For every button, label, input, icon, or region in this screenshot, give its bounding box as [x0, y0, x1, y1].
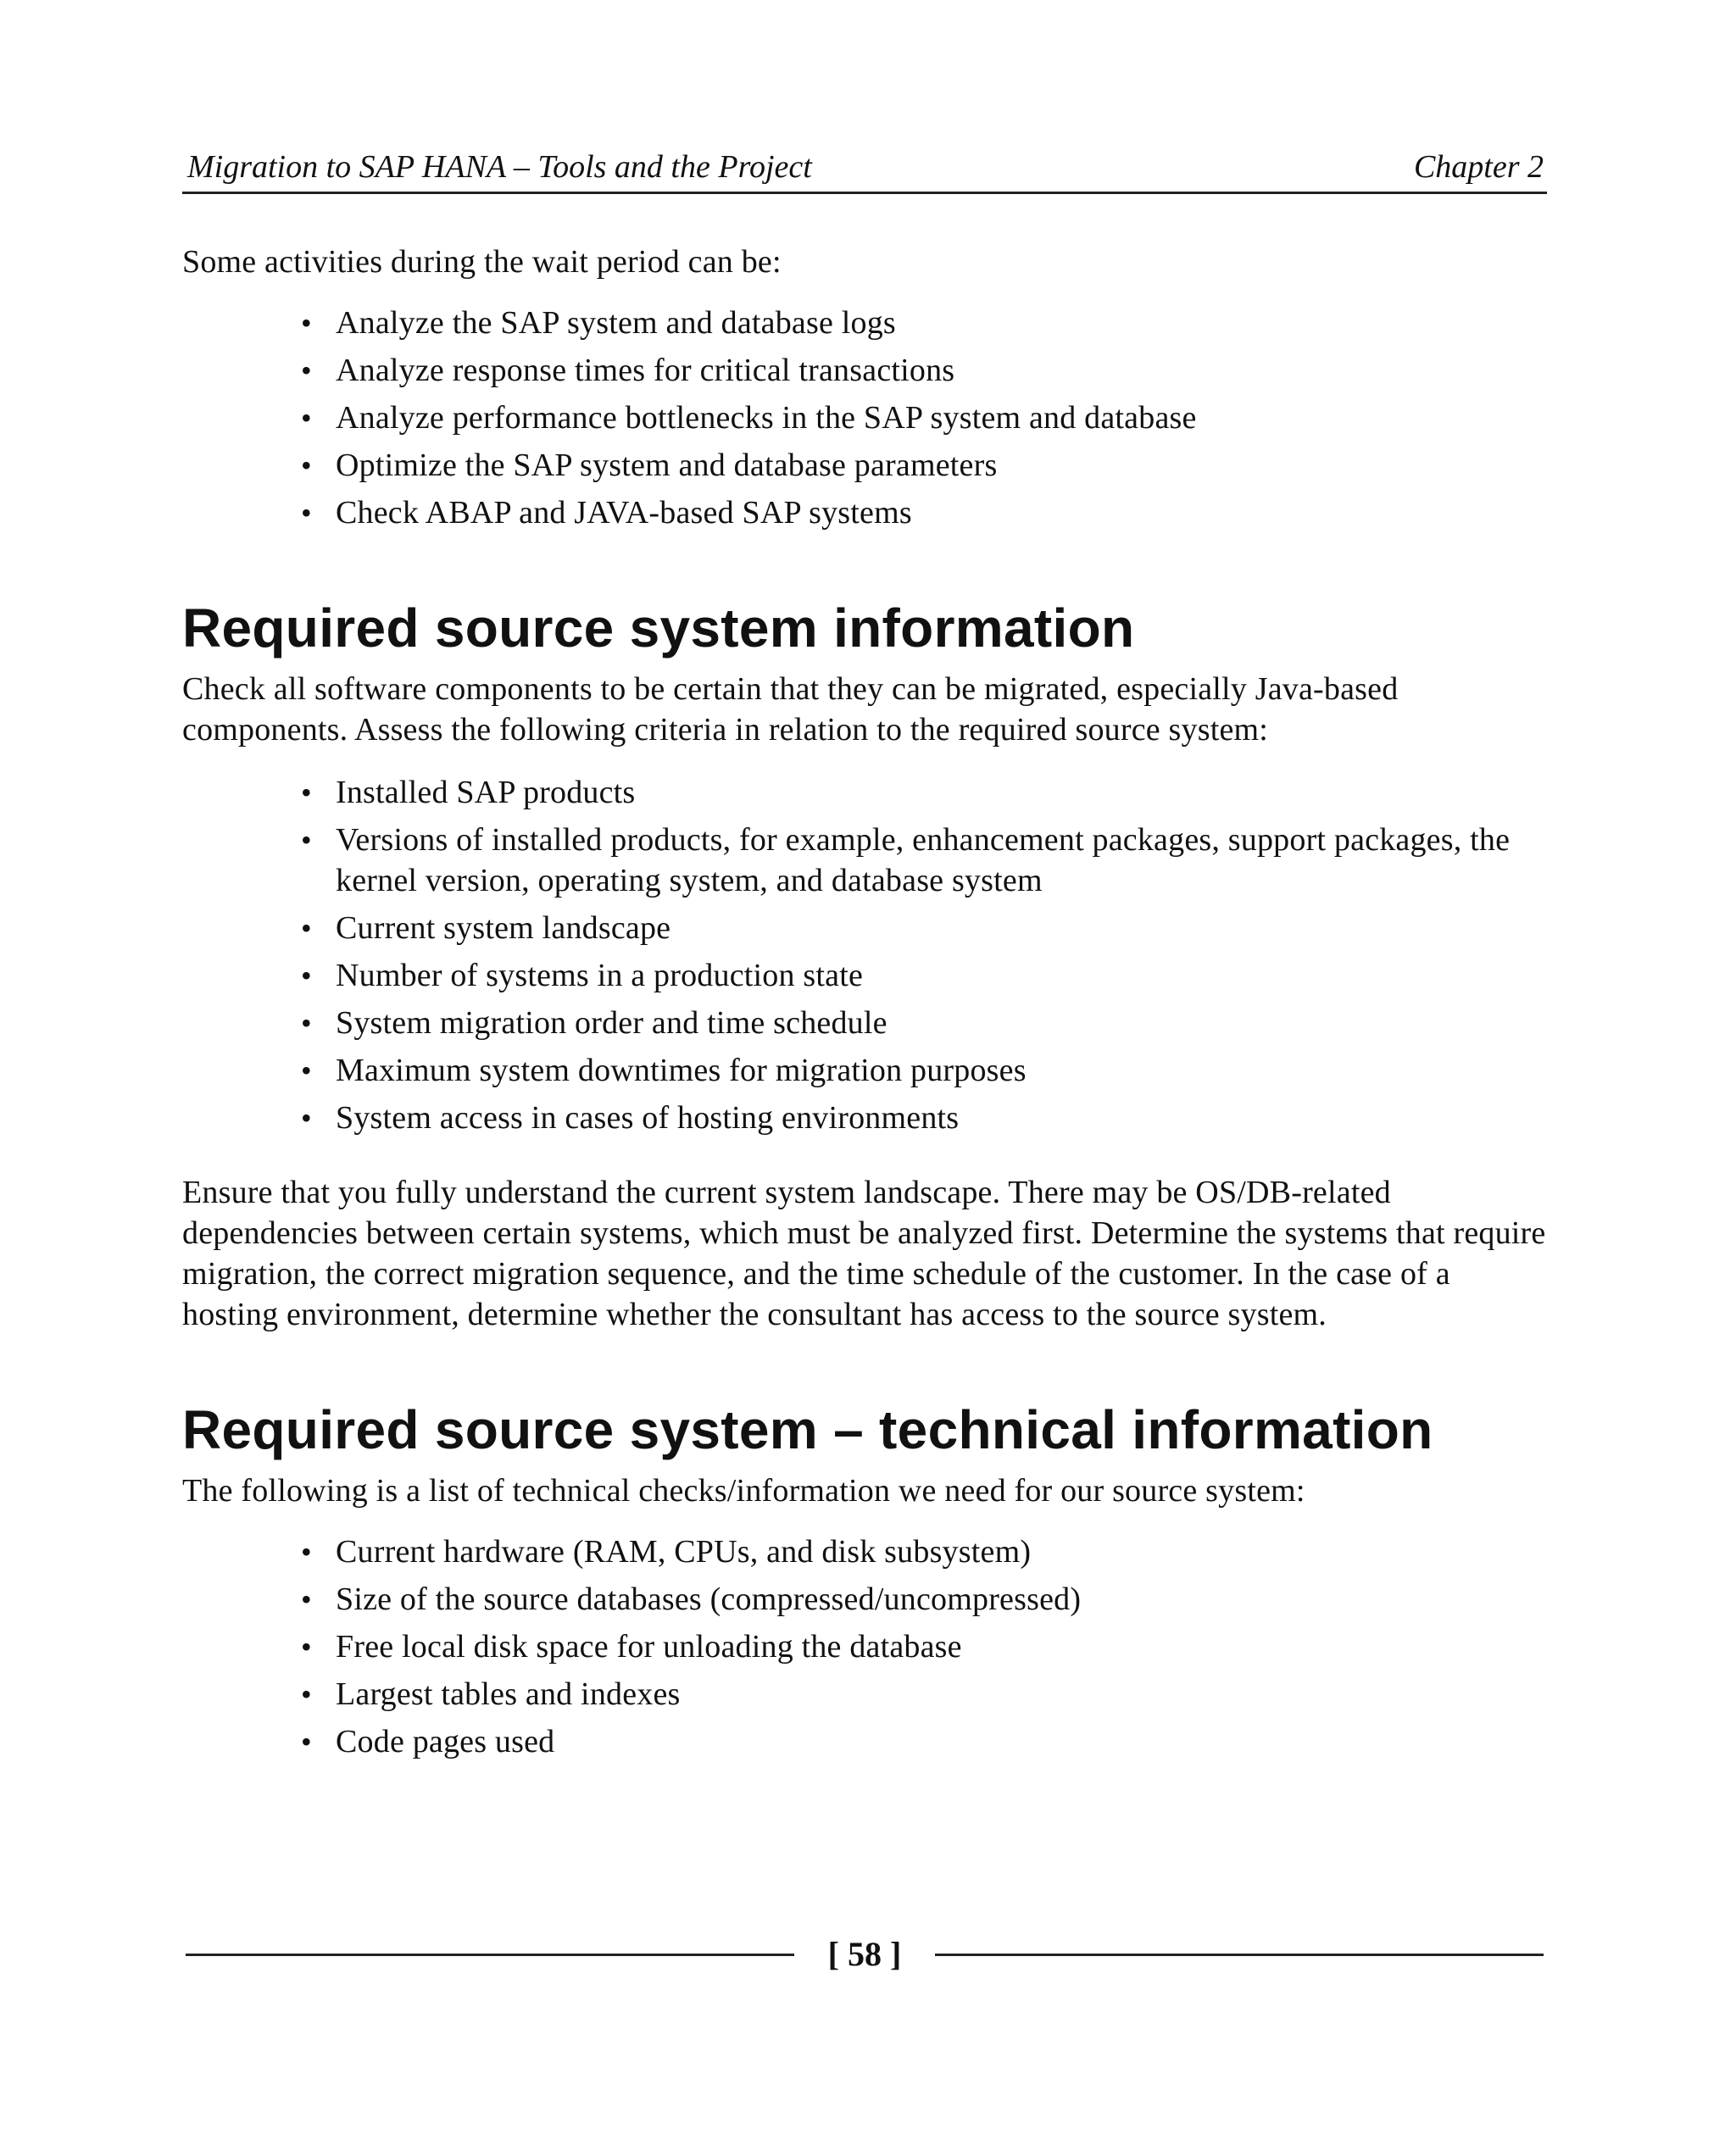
running-footer — [182, 1931, 1547, 1982]
running-header — [182, 142, 1547, 194]
source-info-list — [182, 772, 1547, 1138]
list-item: • Current hardware (RAM, CPUs, and disk subsystem) — [182, 1531, 1547, 1572]
header-book-section: Migration to SAP HANA – Tools and the Project — [187, 149, 812, 185]
list-item: • Code pages used — [182, 1721, 1547, 1762]
list-item: • Size of the source databases (compressed/uncompressed) — [182, 1579, 1547, 1620]
list-item: • Maximum system downtimes for migration purposes — [182, 1050, 1547, 1091]
section-heading-source-info: Required source system information — [182, 598, 1135, 659]
page-content — [182, 242, 1547, 1769]
wait-period-list — [182, 303, 1547, 533]
wait-period-intro: Some activities during the wait period can be: — [182, 244, 782, 280]
list-item: • Check ABAP and JAVA-based SAP systems — [182, 492, 1547, 533]
header-chapter: Chapter 2 — [1413, 149, 1544, 185]
source-info-closing: Ensure that you fully understand the current system landscape. There may be OS/DB-related dependencies between certain systems, which must be analyzed first. Determine the systems that require migration, the correct migration sequence, and the time schedule of the customer. In the case of a hosting environment, determine whether the consultant has access to the source system. — [182, 1175, 1546, 1332]
list-item: • Largest tables and indexes — [182, 1674, 1547, 1715]
source-info-intro: Check all software components to be certain that they can be migrated, especially Java-based components. Assess the following criteria in relation to the required source system: — [182, 671, 1399, 748]
list-item: • Optimize the SAP system and database parameters — [182, 445, 1547, 486]
list-item: • System access in cases of hosting environments — [182, 1098, 1547, 1138]
technical-info-list — [182, 1531, 1547, 1762]
footer-rule-right — [935, 1954, 1544, 1956]
technical-info-intro: The following is a list of technical checks/information we need for our source system: — [182, 1473, 1305, 1509]
list-item: • Free local disk space for unloading the database — [182, 1626, 1547, 1667]
list-item: • Analyze response times for critical transactions — [182, 350, 1547, 391]
list-item: • Analyze the SAP system and database logs — [182, 303, 1547, 343]
list-item: • Current system landscape — [182, 908, 1547, 948]
page-number: [ 58 ] — [827, 1935, 902, 1973]
section-heading-technical-info: Required source system – technical information — [182, 1399, 1433, 1460]
list-item: • System migration order and time schedule — [182, 1003, 1547, 1043]
list-item: • Installed SAP products — [182, 772, 1547, 813]
list-item: • Analyze performance bottlenecks in the SAP system and database — [182, 397, 1547, 438]
book-page — [182, 0, 1547, 2140]
list-item: • Number of systems in a production state — [182, 955, 1547, 996]
list-item: • Versions of installed products, for example, enhancement packages, support packages, the kernel version, operating system, and database system — [182, 820, 1547, 901]
